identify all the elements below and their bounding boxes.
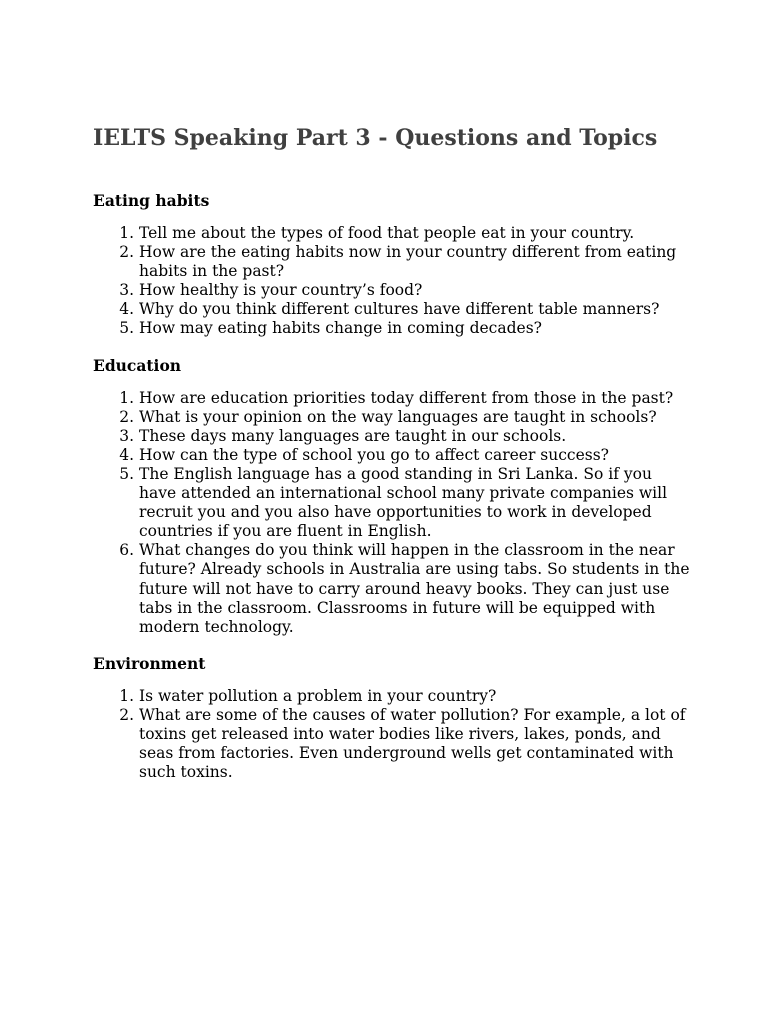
question-list [93, 389, 693, 637]
section-heading: Eating habits [93, 191, 210, 210]
question-list [93, 687, 693, 782]
question-item: 3. These days many languages are taught in our schools. [139, 427, 693, 446]
question-item: 1. Is water pollution a problem in your country? [139, 687, 693, 706]
question-item: 5. How may eating habits change in coming decades? [139, 319, 693, 338]
section-heading: Education [93, 355, 182, 375]
question-item: 4. How can the type of school you go to affect career success? [139, 446, 693, 465]
section-environment [93, 654, 693, 782]
question-item: 4. Why do you think different cultures have different table manners? [139, 300, 693, 319]
question-item: 2. What are some of the causes of water pollution? For example, a lot of toxins get released into water bodies like rivers, lakes, ponds, and seas from factories. Even underground wells get contaminated with such toxins. [139, 706, 693, 782]
question-list [93, 224, 693, 339]
question-item: 2. How are the eating habits now in your country different from eating habits in the past? [139, 243, 693, 281]
question-item: 5. The English language has a good standing in Sri Lanka. So if you have attended an international school many private companies will recruit you and you also have opportunities to work in developed countries if you are fluent in English. [139, 465, 693, 541]
section-heading: Environment [93, 653, 206, 673]
question-item: 1. Tell me about the types of food that people eat in your country. [139, 224, 693, 243]
section-eating-habits [93, 191, 693, 339]
question-item: 2. What is your opinion on the way languages are taught in schools? [139, 408, 693, 427]
question-item: 1. How are education priorities today different from those in the past? [139, 389, 693, 408]
question-item: 6. What changes do you think will happen in the classroom in the near future? Already schools in Australia are using tabs. So students in the future will not have to carry around heavy books. They can just use tabs in the classroom. Classrooms in future will be equipped with modern technology. [139, 541, 693, 636]
section-education [93, 356, 693, 637]
question-item: 3. How healthy is your country’s food? [139, 281, 693, 300]
document-page [93, 125, 693, 799]
page-title: IELTS Speaking Part 3 - Questions and Topics [93, 125, 658, 151]
